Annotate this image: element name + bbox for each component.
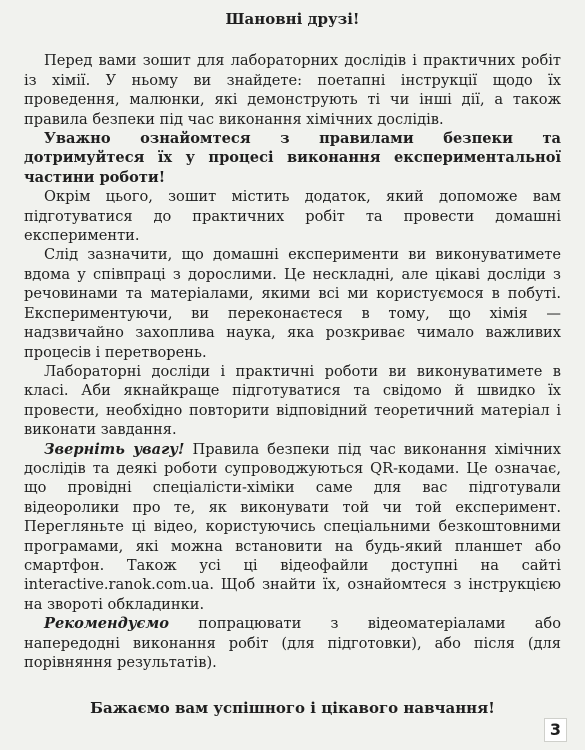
document-page <box>24 10 561 719</box>
paragraph-safety-warning: Уважно ознайомтеся з правилами безпеки та дотримуйтеся їх у процесі виконання експериментальної частини роботи! <box>24 130 561 186</box>
paragraph-intro: Перед вами зошит для лабораторних дослідів і практичних робіт із хімії. У ньому ви знайдете: поетапні інструкції щодо їх проведення, малюнки, які демонструють ті чи інші дії, а також правила безпеки під час виконання хімічних дослідів. <box>24 52 561 128</box>
attention-lead: Зверніть увагу! <box>44 440 185 458</box>
recommendation-body: попрацювати з відеоматеріалами або напередодні виконання робіт (для підготовки), або після (для порівняння результатів). <box>24 615 561 671</box>
closing-wish: Бажаємо вам успішного і цікавого навчання! <box>90 699 495 718</box>
attention-body: Правила безпеки під час виконання хімічних дослідів та деякі роботи супроводжуються QR-кодами. Це означає, що провідні спеціалісти-хіміки саме для вас підготували відеоролики про те, як виконувати той чи той експеримент. Перегляньте ці відео, користуючись спеціальними безкоштовними програмами, які можна встановити на будь-який планшет або смартфон. Також усі ці відеофайли доступні на сайті interactive.ranok.com.ua. Щоб знайти їх, ознайомтеся з інструкцією на звороті обкладинки. <box>24 440 561 613</box>
page-title: Шановні друзі! <box>225 10 360 28</box>
page-number: 3 <box>544 718 567 742</box>
paragraph-recommendation <box>24 614 561 672</box>
paragraph-appendix: Окрім цього, зошит містить додаток, який допоможе вам підготуватися до практичних робіт та провести домашні експерименти. <box>24 188 561 245</box>
recommendation-lead: Рекомендуємо <box>44 615 170 633</box>
paragraph-home-experiments: Слід зазначити, що домашні експерименти ви виконуватимете вдома у співпраці з дорослими. Це нескладні, але цікаві досліди з речовинами та матеріалами, якими всі ми користуємося в побуті. Експериментуючи, ви переконаєтеся в тому, що хімія — надзвичайно захоплива наука, яка розкриває чимало важливих процесів і перетворень. <box>24 246 561 361</box>
paragraph-attention <box>24 440 561 615</box>
paragraph-lab-works: Лабораторні досліди і практичні роботи ви виконуватимете в класі. Аби якнайкраще підготуватися та свідомо й швидко їх провести, необхідно повторити відповідний теоретичний матеріал і виконати завдання. <box>24 362 561 439</box>
